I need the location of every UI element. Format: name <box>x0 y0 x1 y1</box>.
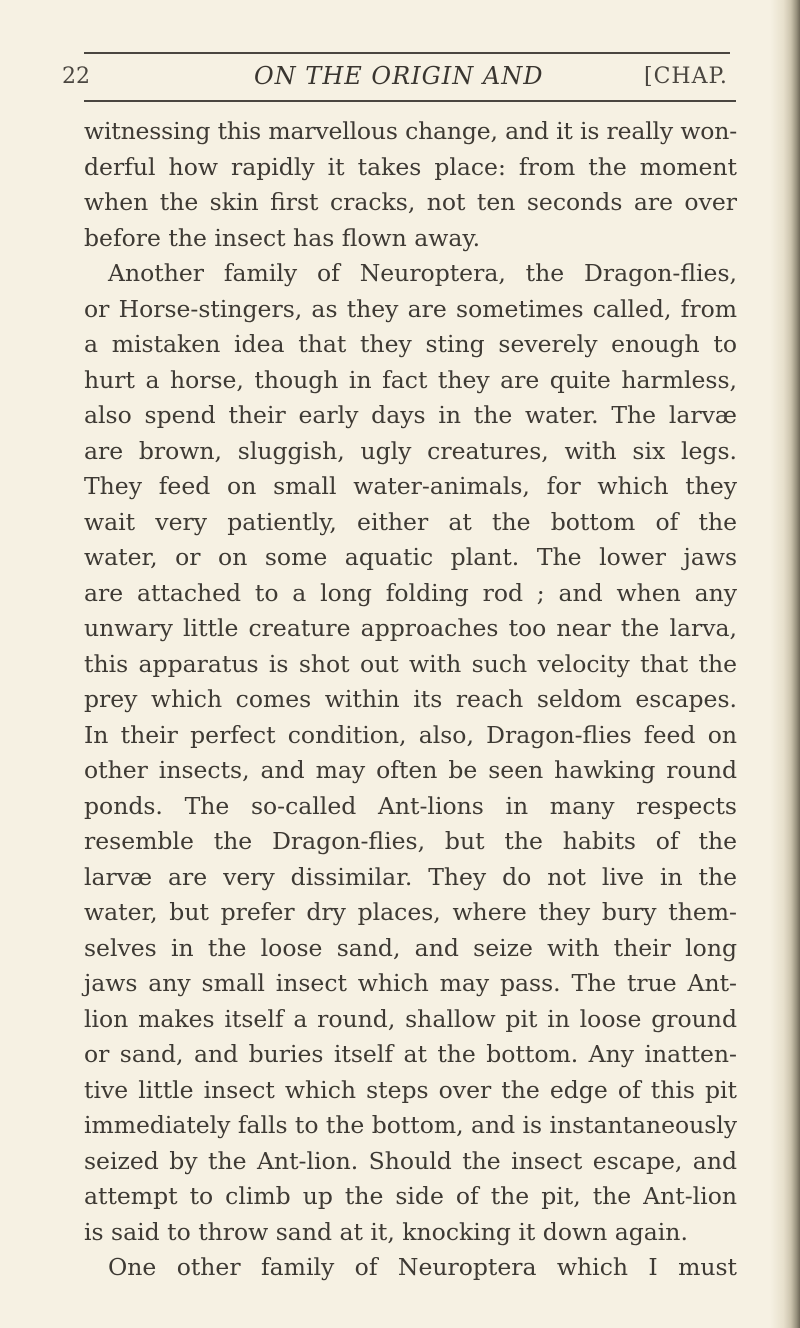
text-line-8: hurt a horse, though in fact they are quite harmless, <box>84 365 737 394</box>
text-line-25: jaws any small insect which may pass. The true Ant- <box>84 969 737 997</box>
text-line-1: witnessing this marvellous change, and it is really won- <box>84 117 737 145</box>
text-line-3: when the skin first cracks, not ten seconds are over <box>84 188 737 216</box>
text-line-20: ponds. The so-called Ant-lions in many respects <box>84 791 737 820</box>
text-line-19: other insects, and may often be seen hawking round <box>84 756 737 784</box>
running-title: ON THE ORIGIN AND <box>254 62 544 90</box>
text-line-13: water, or on some aquatic plant. The lower jaws <box>84 543 737 571</box>
text-line-2: derful how rapidly it takes place: from the moment <box>84 152 737 181</box>
text-line-26: lion makes itself a round, shallow pit in loose ground <box>84 1004 737 1033</box>
text-line-12: wait very patiently, either at the bottom of the <box>84 507 737 536</box>
body-text <box>84 114 737 1286</box>
running-head <box>62 60 742 100</box>
chapter-marker: [CHAP. <box>644 64 728 89</box>
header-rule-bottom <box>84 100 736 102</box>
text-line-27: or sand, and buries itself at the bottom. Any inatten- <box>84 1040 737 1068</box>
text-line-21: resemble the Dragon-flies, but the habits of the <box>84 827 737 855</box>
text-line-30: seized by the Ant-lion. Should the insect escape, and <box>84 1146 737 1175</box>
page-number: 22 <box>62 64 90 89</box>
text-line-23: water, but prefer dry places, where they bury them- <box>84 898 737 926</box>
text-line-16: this apparatus is shot out with such velocity that the <box>84 649 737 678</box>
text-line-10: are brown, sluggish, ugly creatures, with six legs. <box>84 436 737 465</box>
text-line-6: or Horse-stingers, as they are sometimes called, from <box>84 294 737 323</box>
header-rule-top <box>84 52 730 54</box>
text-line-31: attempt to climb up the side of the pit, the Ant-lion <box>84 1182 737 1210</box>
text-line-17: prey which comes within its reach seldom escapes. <box>84 685 737 713</box>
page-edge-shadow <box>770 0 800 1328</box>
text-line-24: selves in the loose sand, and seize with their long <box>84 933 737 962</box>
text-line-15: unwary little creature approaches too near the larva, <box>84 614 737 642</box>
text-line-28: tive little insect which steps over the edge of this pit <box>84 1075 737 1104</box>
text-line-22: larvæ are very dissimilar. They do not live in the <box>84 862 737 891</box>
text-line-5: Another family of Neuroptera, the Dragon-flies, <box>108 259 737 287</box>
text-line-18: In their perfect condition, also, Dragon-flies feed on <box>84 720 737 749</box>
text-line-29: immediately falls to the bottom, and is instantaneously <box>84 1111 737 1139</box>
text-line-11: They feed on small water-animals, for which they <box>84 472 737 500</box>
text-line-32: is said to throw sand at it, knocking it down again. <box>84 1217 688 1246</box>
text-line-14: are attached to a long folding rod ; and when any <box>84 578 737 607</box>
text-line-9: also spend their early days in the water. The larvæ <box>84 401 737 429</box>
text-line-4: before the insect has flown away. <box>84 223 481 252</box>
text-line-7: a mistaken idea that they sting severely enough to <box>84 330 737 358</box>
text-line-33: One other family of Neuroptera which I must <box>108 1253 737 1281</box>
